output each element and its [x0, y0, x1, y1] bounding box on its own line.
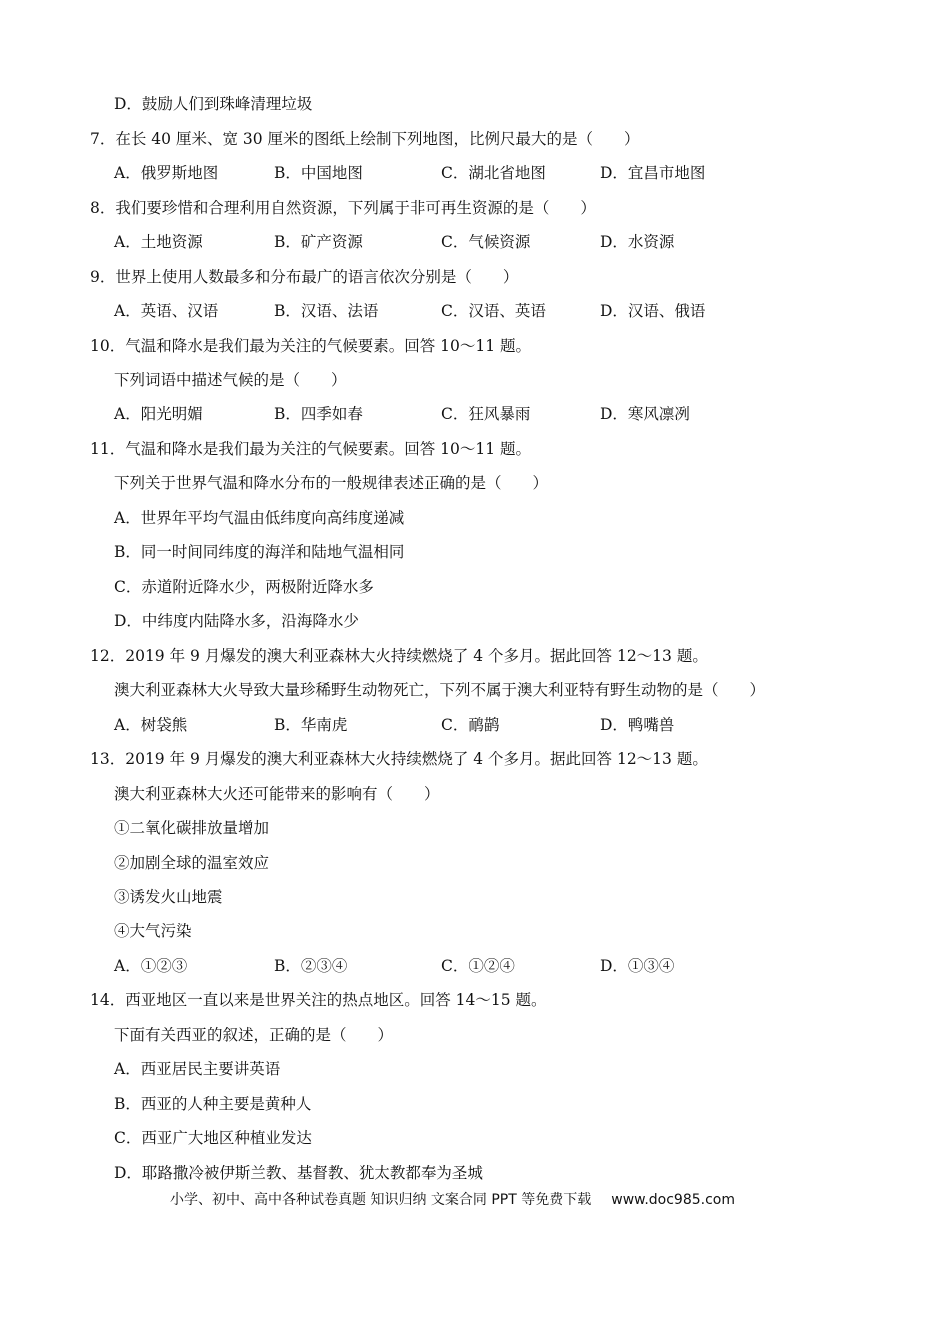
question-12-stem: 澳大利亚森林大火导致大量珍稀野生动物死亡，下列不属于澳大利亚特有野生动物的是（ ）	[114, 681, 766, 699]
option-a: A．世界年平均气温由低纬度向高纬度递减	[114, 509, 405, 527]
option-b: B．中国地图	[274, 164, 363, 182]
option-b: B．四季如春	[274, 405, 363, 423]
question-9: 9．世界上使用人数最多和分布最广的语言依次分别是（ ）	[90, 268, 519, 286]
option-c: C．赤道附近降水少，两极附近降水多	[114, 578, 374, 596]
footer-text: 小学、初中、高中各种试卷真题 知识归纳 文案合同 PPT 等免费下载	[170, 1192, 592, 1208]
options-row-q10	[0, 404, 950, 424]
option-d: D．耶路撒冷被伊斯兰教、基督教、犹太教都奉为圣城	[114, 1164, 483, 1182]
statement-4: ④大气污染	[114, 922, 192, 940]
question-14: 14．西亚地区一直以来是世界关注的热点地区。回答 14～15 题。	[90, 991, 547, 1009]
options-row-q8	[0, 232, 950, 252]
option-c: C．鸸鹋	[441, 716, 500, 734]
question-13: 13．2019 年 9 月爆发的澳大利亚森林大火持续燃烧了 4 个多月。据此回答 12～13 题。	[90, 750, 708, 768]
option-b: B．汉语、法语	[274, 302, 379, 320]
options-row-q9	[0, 301, 950, 321]
question-7: 7．在长 40 厘米、宽 30 厘米的图纸上绘制下列地图，比例尺最大的是（ ）	[90, 130, 640, 148]
question-8: 8．我们要珍惜和合理利用自然资源，下列属于非可再生资源的是（ ）	[90, 199, 596, 217]
footer-url[interactable]: www.doc985.com	[611, 1192, 735, 1208]
option-a: A．西亚居民主要讲英语	[114, 1060, 281, 1078]
option-b: B．华南虎	[274, 716, 348, 734]
question-14-stem: 下面有关西亚的叙述，正确的是（ ）	[114, 1026, 394, 1044]
question-13-stem: 澳大利亚森林大火还可能带来的影响有（ ）	[114, 785, 440, 803]
options-row-q7	[0, 163, 950, 183]
option-a: A．①②③	[114, 957, 188, 975]
option-d: D．汉语、俄语	[600, 302, 706, 320]
question-12: 12．2019 年 9 月爆发的澳大利亚森林大火持续燃烧了 4 个多月。据此回答 12～13 题。	[90, 647, 708, 665]
page-footer	[170, 1190, 735, 1210]
option-a: A．阳光明媚	[114, 405, 203, 423]
option-d: D．水资源	[600, 233, 675, 251]
option-c: C．狂风暴雨	[441, 405, 531, 423]
option-line: D．鼓励人们到珠峰清理垃圾	[114, 95, 313, 113]
option-a: A．英语、汉语	[114, 302, 219, 320]
question-10-stem: 下列词语中描述气候的是（ ）	[114, 371, 347, 389]
option-a: A．树袋熊	[114, 716, 188, 734]
options-row-q12	[0, 715, 950, 735]
option-b: B．矿产资源	[274, 233, 363, 251]
statement-2: ②加剧全球的温室效应	[114, 854, 270, 872]
option-b: B．②③④	[274, 957, 348, 975]
option-c: C．西亚广大地区种植业发达	[114, 1129, 312, 1147]
option-c: C．①②④	[441, 957, 515, 975]
option-a: A．俄罗斯地图	[114, 164, 219, 182]
option-d: D．①③④	[600, 957, 675, 975]
option-b: B．同一时间同纬度的海洋和陆地气温相同	[114, 543, 405, 561]
option-d: D．宜昌市地图	[600, 164, 706, 182]
option-c: C．气候资源	[441, 233, 531, 251]
question-10: 10．气温和降水是我们最为关注的气候要素。回答 10～11 题。	[90, 337, 532, 355]
option-d: D．鸭嘴兽	[600, 716, 675, 734]
option-c: C．湖北省地图	[441, 164, 546, 182]
question-11: 11．气温和降水是我们最为关注的气候要素。回答 10～11 题。	[90, 440, 532, 458]
statement-3: ③诱发火山地震	[114, 888, 223, 906]
option-b: B．西亚的人种主要是黄种人	[114, 1095, 312, 1113]
option-d: D．中纬度内陆降水多，沿海降水少	[114, 612, 359, 630]
option-d: D．寒风凛冽	[600, 405, 690, 423]
question-11-stem: 下列关于世界气温和降水分布的一般规律表述正确的是（ ）	[114, 474, 549, 492]
option-a: A．土地资源	[114, 233, 203, 251]
options-row-q13	[0, 956, 950, 976]
option-c: C．汉语、英语	[441, 302, 546, 320]
statement-1: ①二氧化碳排放量增加	[114, 819, 270, 837]
